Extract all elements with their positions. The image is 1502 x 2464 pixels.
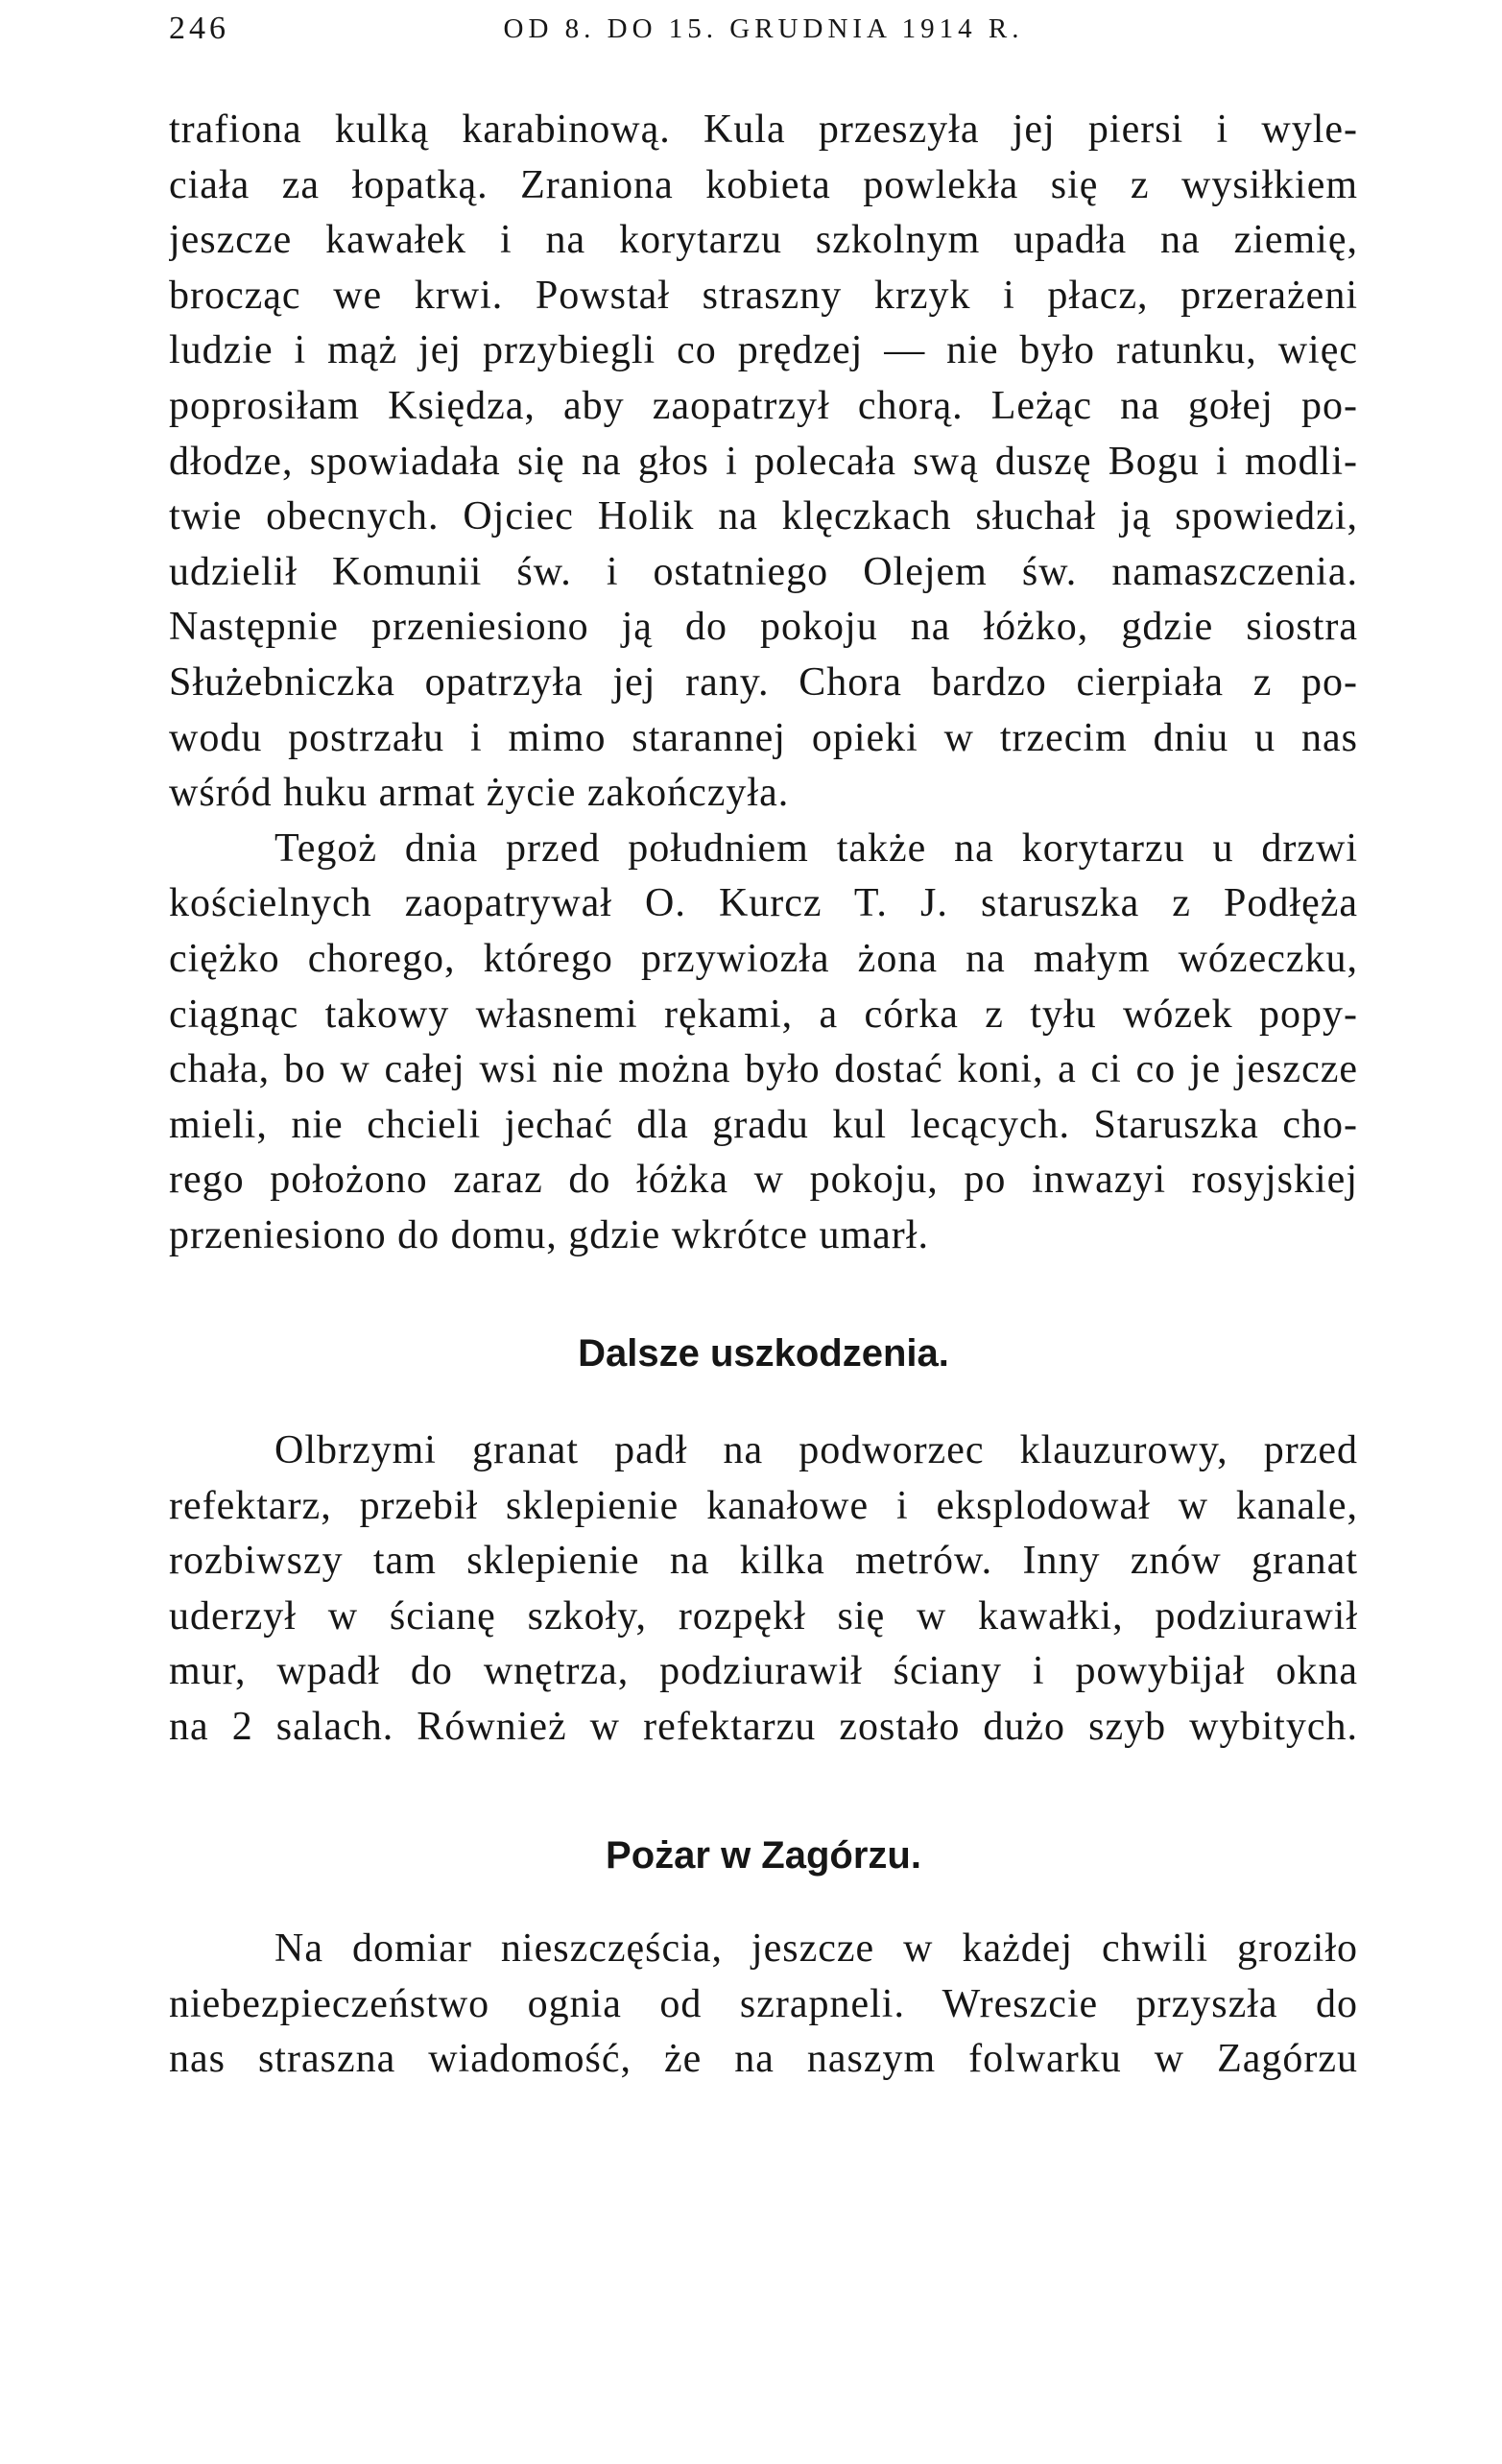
paragraph [169, 1922, 1358, 2088]
text-line: ciężko chorego, którego przywiozła żona na małym wózeczku, [169, 936, 1358, 981]
text-line: ciągnąc takowy własnemi rękami, a córka z tyłu wózek popy- [169, 992, 1358, 1037]
page-number: 246 [169, 11, 229, 46]
text-line: udzielił Komunii św. i ostatniego Olejem św. namaszczenia. [169, 549, 1358, 594]
text-line: przeniesiono do domu, gdzie wkrótce umarł. [169, 1212, 929, 1257]
text-line: kościelnych zaopatrywał O. Kurcz T. J. staruszka z Podłęża [169, 881, 1358, 926]
text-line: trafiona kulką karabinową. Kula przeszyła jej piersi i wyle- [169, 108, 1358, 152]
text-line: Olbrzymi granat padł na podworzec klauzurowy, przed [274, 1428, 1358, 1473]
text-line: refektarz, przebił sklepienie kanałowe i eksplodował w kanale, [169, 1483, 1358, 1528]
text-line: na 2 salach. Również w refektarzu zostało dużo szyb wybitych. [169, 1705, 1358, 1750]
running-header [169, 8, 1358, 50]
text-line: uderzył w ścianę szkoły, rozpękł się w kawałki, podziurawił [169, 1593, 1358, 1639]
section-heading: Dalsze uszkodzenia. [578, 1332, 949, 1376]
text-line: Na domiar nieszczęścia, jeszcze w każdej chwili groziło [274, 1926, 1358, 1971]
text-line: ciała za łopatką. Zraniona kobieta powlekła się z wysiłkiem [169, 162, 1358, 207]
text-line: wodu postrzału i mimo starannej opieki w trzecim dniu u nas [169, 715, 1358, 760]
paragraph [169, 822, 1358, 1264]
text-line: rozbiwszy tam sklepienie na kilka metrów. Inny znów granat [169, 1539, 1358, 1584]
text-line: mur, wpadł do wnętrza, podziurawił ściany i powybijał okna [169, 1649, 1358, 1694]
text-line: niebezpieczeństwo ognia od szrapneli. Wreszcie przyszła do [169, 1981, 1358, 2026]
text-line: jeszcze kawałek i na korytarzu szkolnym upadła na ziemię, [169, 218, 1358, 263]
text-line: Służebniczka opatrzyła jej rany. Chora bardzo cierpiała z po- [169, 659, 1358, 705]
text-line: Następnie przeniesiono ją do pokoju na łóżko, gdzie siostra [169, 605, 1358, 650]
text-column [169, 103, 1358, 2088]
text-line: dłodze, spowiadała się na głos i polecała swą duszę Bogu i modli- [169, 439, 1358, 484]
running-head-title: OD 8. DO 15. GRUDNIA 1914 R. [503, 13, 1024, 44]
paragraph [169, 103, 1358, 822]
text-line: brocząc we krwi. Powstał straszny krzyk i płacz, przerażeni [169, 273, 1358, 318]
text-line: ludzie i mąż jej przybiegli co prędzej — nie było ratunku, więc [169, 328, 1358, 373]
section-heading: Pożar w Zagórzu. [606, 1834, 921, 1877]
text-line: chała, bo w całej wsi nie można było dostać koni, a ci co je jeszcze [169, 1047, 1358, 1092]
text-line: Tegoż dnia przed południem także na korytarzu u drzwi [274, 825, 1358, 871]
text-line: wśród huku armat życie zakończyła. [169, 771, 790, 816]
text-line: mieli, nie chcieli jechać dla gradu kul lecących. Staruszka cho- [169, 1102, 1358, 1147]
paragraph [169, 1423, 1358, 1756]
text-line: poprosiłam Księdza, aby zaopatrzył chorą. Leżąc na gołej po- [169, 383, 1358, 428]
text-line: twie obecnych. Ojciec Holik na klęczkach słuchał ją spowiedzi, [169, 494, 1358, 539]
text-line: nas straszna wiadomość, że na naszym folwarku w Zagórzu [169, 2037, 1358, 2082]
text-line: rego położono zaraz do łóżka w pokoju, po inwazyi rosyjskiej [169, 1158, 1358, 1203]
